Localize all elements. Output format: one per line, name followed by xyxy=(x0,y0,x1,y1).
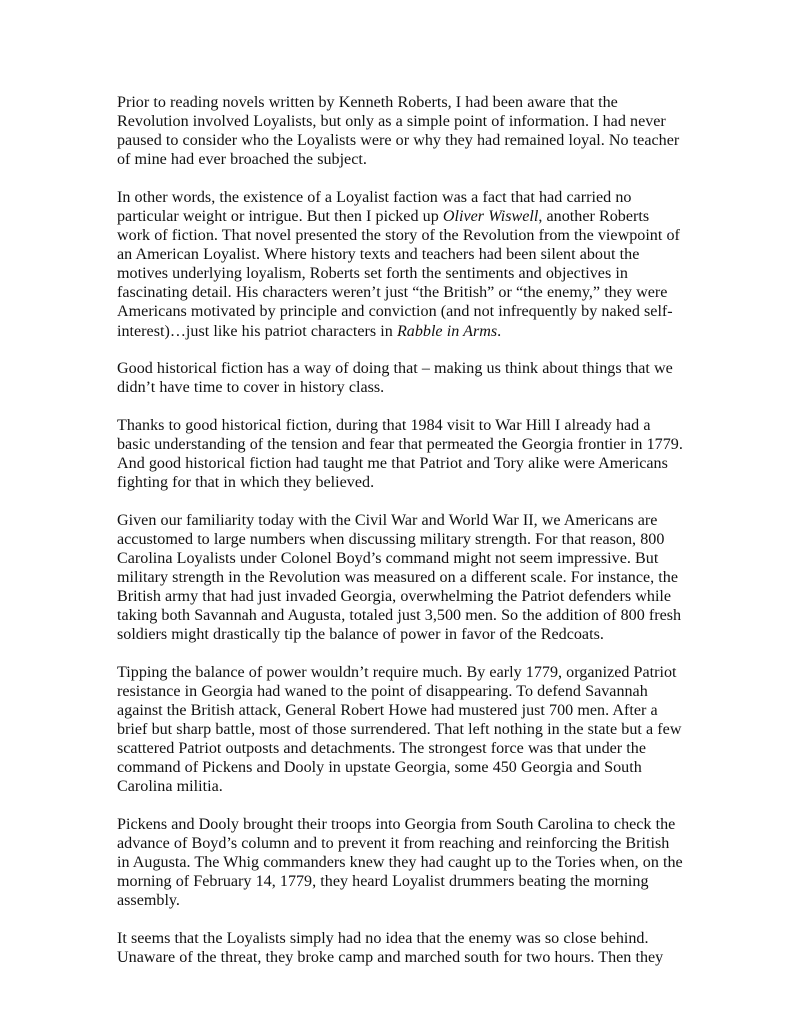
paragraph xyxy=(117,188,683,341)
paragraph xyxy=(117,815,683,910)
italic-book-title: Oliver Wiswell xyxy=(442,207,539,225)
text-run: Prior to reading novels written by Kenneth Roberts, I had been aware that the Revolution involved Loyalists, but only as a simple point of information. I had never paused to consider who the Loyalists were or why they had remained loyal. No teacher of mine had ever broached the subject. xyxy=(117,94,680,169)
text-run: Thanks to good historical fiction, during that 1984 visit to War Hill I already had a basic understanding of the tension and fear that permeated the Georgia frontier in 1779. And good historical fiction had taught me that Patriot and Tory alike were Americans fighting for that in which they believed. xyxy=(117,416,683,492)
text-run: , another Roberts work of fiction. That novel presented the story of the Revolution from the viewpoint of an American Loyalist. Where history texts and teachers had been silent about the motives underlying loyalism, Roberts set forth the sentiments and objectives in fascinating detail. His characters weren’t just “the British” or “the enemy,” they were Americans motivated by principle and conviction (and not infrequently by naked self-interest)…just like his patriot characters in xyxy=(117,207,680,340)
text-run: Good historical fiction has a way of doing that – making us think about things that we didn’t have time to cover in history class. xyxy=(117,360,673,397)
text-run: Pickens and Dooly brought their troops into Georgia from South Carolina to check the advance of Boyd’s column and to prevent it from reaching and reinforcing the British in Augusta. The Whig commanders knew they had caught up to the Tories when, on the morning of February 14, 1779, they heard Loyalist drummers beating the morning assembly. xyxy=(117,816,683,910)
paragraph xyxy=(117,663,683,797)
paragraph xyxy=(117,929,683,967)
text-run: In other words, the existence of a Loyalist faction was a fact that had carried no particular weight or intrigue. But then I picked up xyxy=(117,188,632,225)
paragraph xyxy=(117,359,683,397)
text-run: It seems that the Loyalists simply had no idea that the enemy was so close behind. Unaware of the threat, they broke camp and marched south for two hours. Then they xyxy=(117,929,664,967)
body-text-column xyxy=(117,93,683,967)
paragraph xyxy=(117,511,683,645)
paragraph xyxy=(117,416,683,492)
text-run: Given our familiarity today with the Civil War and World War II, we Americans are accustomed to large numbers when discussing military strength. For that reason, 800 Carolina Loyalists under Colonel Boyd’s command might not seem impressive. But military strength in the Revolution was measured on a different scale. For instance, the British army that had just invaded Georgia, overwhelming the Patriot defenders while taking both Savannah and Augusta, totaled just 3,500 men. So the addition of 800 fresh soldiers might drastically tip the balance of power in favor of the Redcoats. xyxy=(117,511,682,644)
text-run: . xyxy=(497,322,502,340)
italic-book-title: Rabble in Arms xyxy=(396,322,498,340)
paragraph xyxy=(117,93,683,169)
text-run: Tipping the balance of power wouldn’t require much. By early 1779, organized Patriot resistance in Georgia had waned to the point of disappearing. To defend Savannah against the British attack, General Robert Howe had mustered just 700 men. After a brief but sharp battle, most of those surrendered. That left nothing in the state but a few scattered Patriot outposts and detachments. The strongest force was that under the command of Pickens and Dooly in upstate Georgia, some 450 Georgia and South Carolina militia. xyxy=(117,663,682,796)
